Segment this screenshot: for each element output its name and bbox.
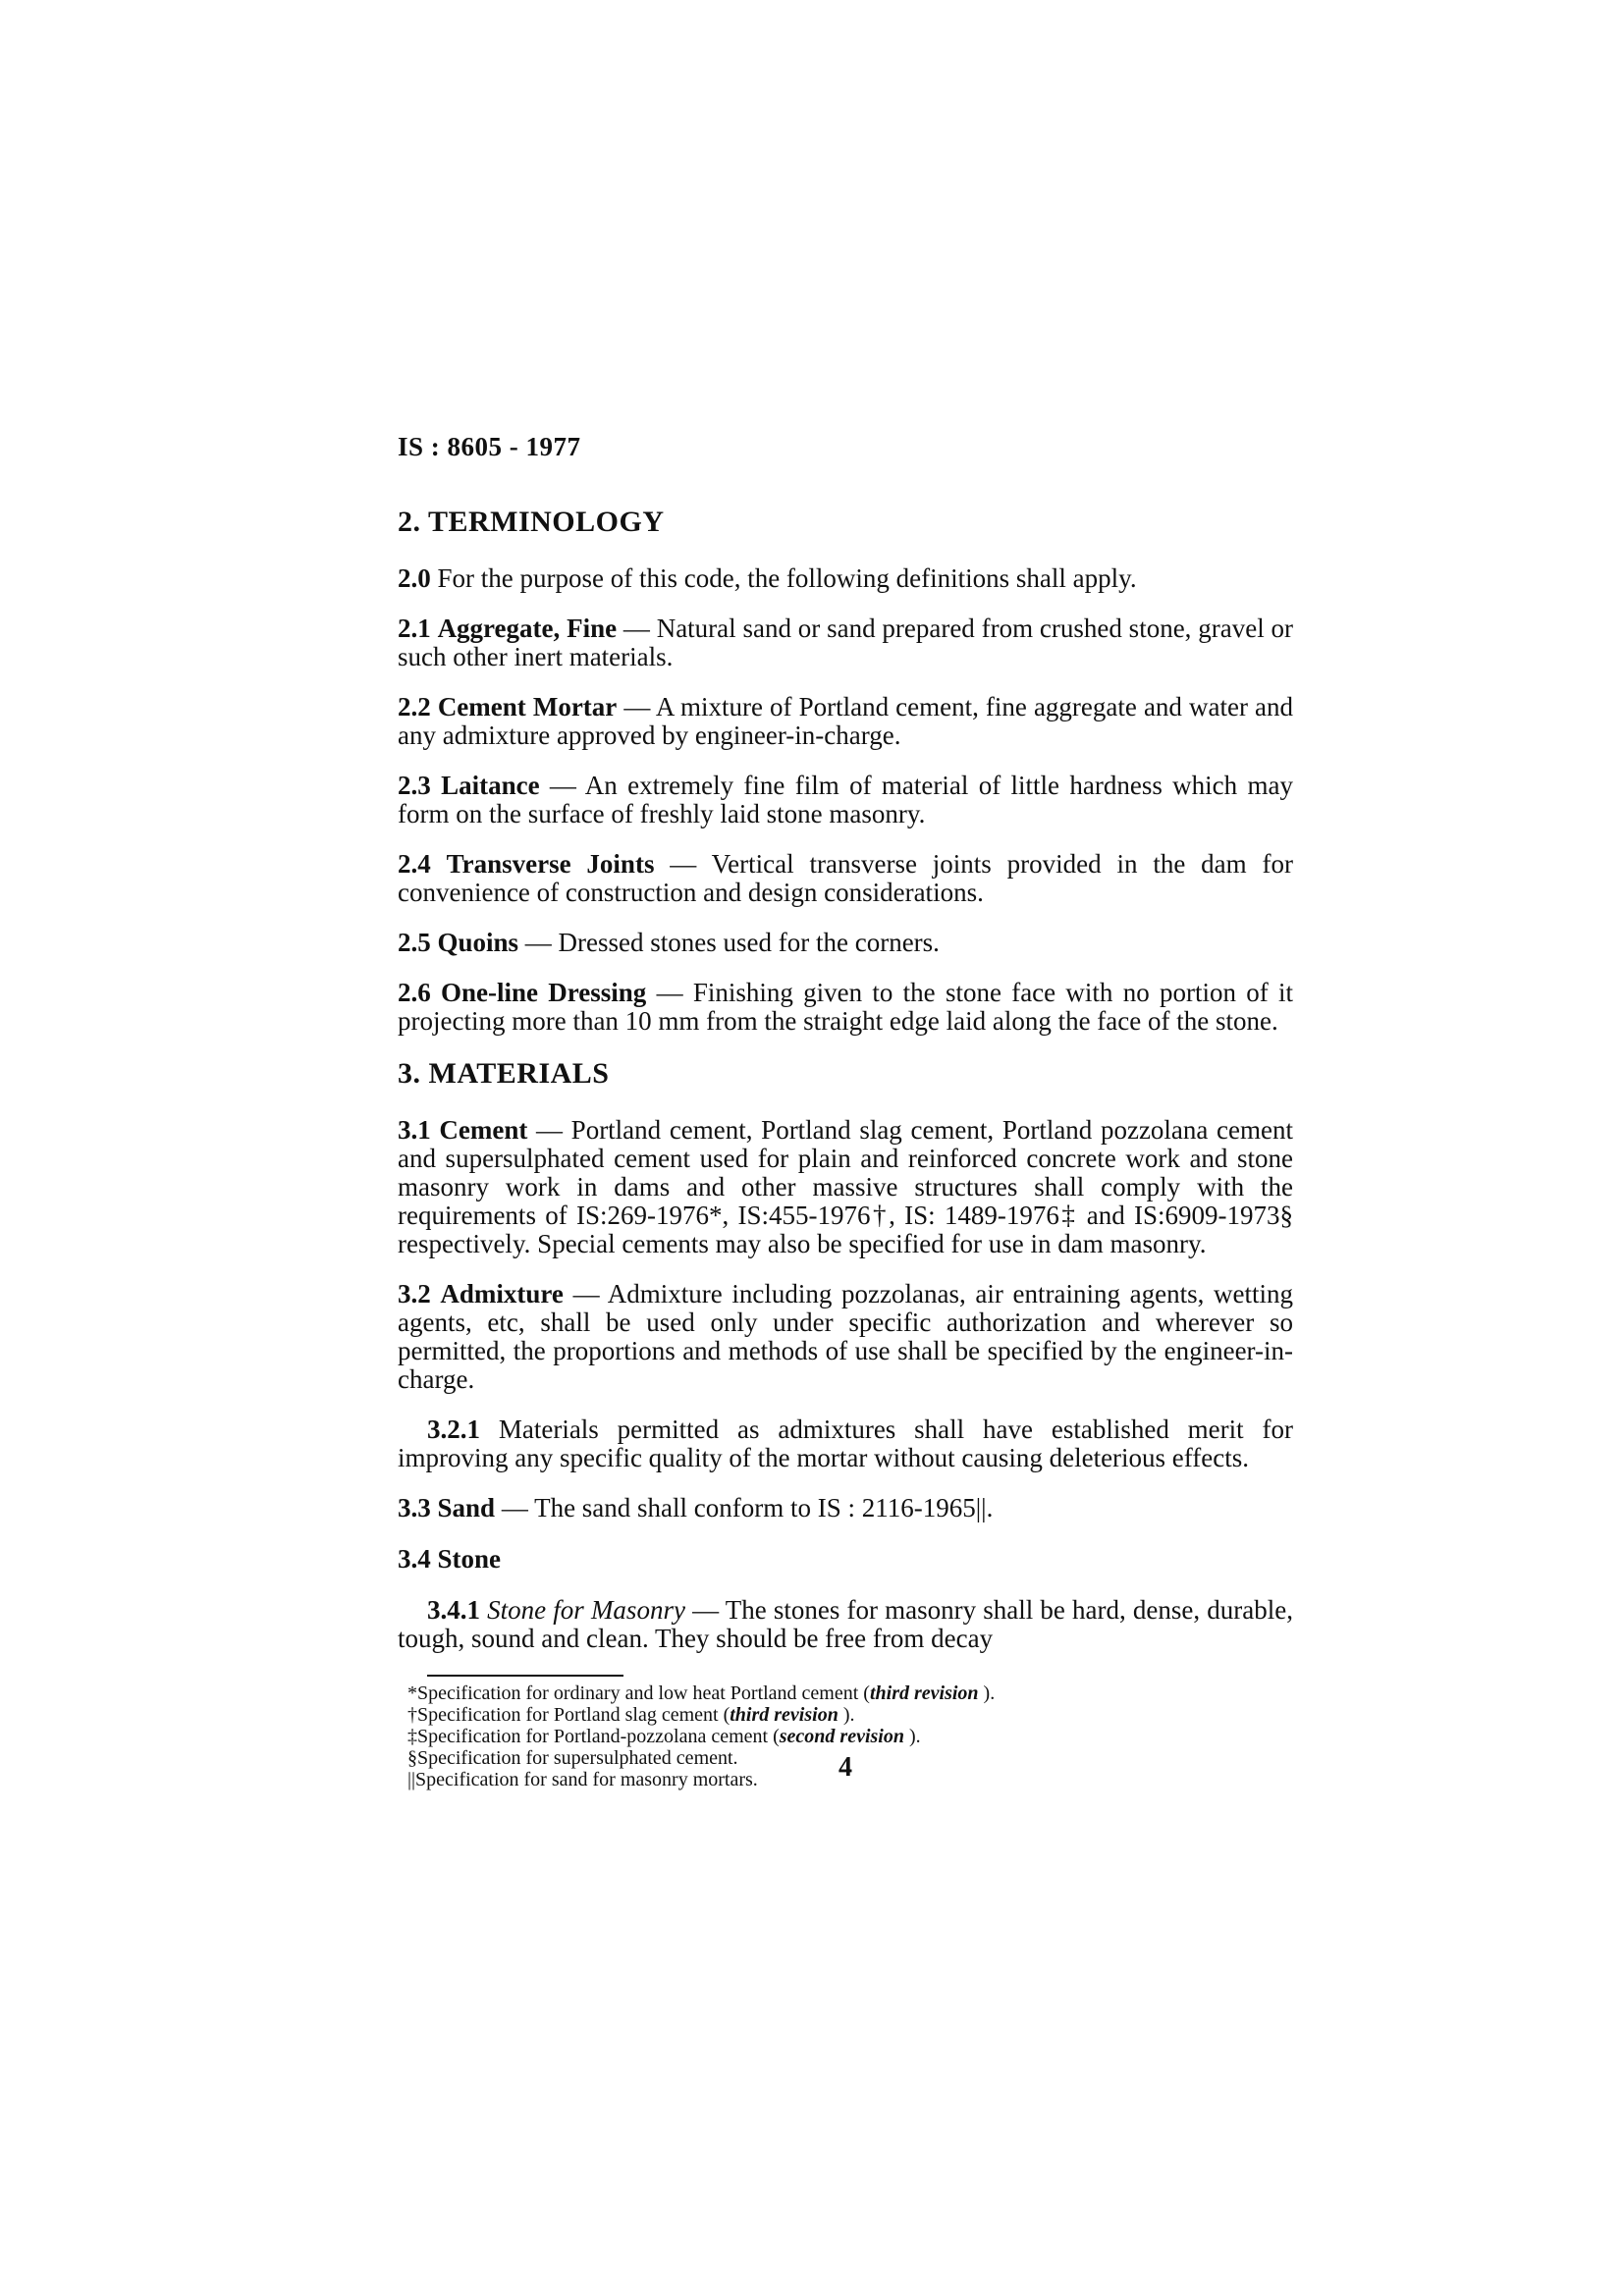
- clause-text: — Finishing given to the stone face with no portion of it projecting more than 10 mm from the straight edge laid along the face of the stone.: [398, 978, 1293, 1036]
- clause-number: 2.0: [398, 563, 431, 593]
- page-number: 4: [839, 1752, 852, 1783]
- clause-text: For the purpose of this code, the following definitions shall apply.: [437, 563, 1137, 593]
- footnote-text: †Specification for Portland slag cement (: [407, 1704, 730, 1726]
- clause-text: — Dressed stones used for the corners.: [518, 928, 940, 957]
- clause-term: Quoins: [437, 928, 519, 957]
- clause-text: — A mixture of Portland cement, fine aggregate and water and any admixture approved by engineer-in-charge.: [398, 692, 1293, 750]
- clause-number: 3.3: [398, 1493, 431, 1522]
- footnote-text: ‡Specification for Portland-pozzolana cement (: [407, 1726, 780, 1747]
- clause-number: 2.3: [398, 771, 431, 800]
- clause-text: Materials permitted as admixtures shall have established merit for improving any specific quality of the mortar without causing deleterious effects.: [398, 1415, 1293, 1472]
- footnote: [407, 1726, 1293, 1747]
- footnote-end: ).: [978, 1682, 996, 1704]
- footnote: [407, 1704, 1293, 1726]
- clause-2-5: [398, 929, 1293, 957]
- clause-number: 2.6: [398, 978, 431, 1007]
- clause-3-4-1: [398, 1596, 1293, 1653]
- footnote-text: *Specification for ordinary and low heat Portland cement (: [407, 1682, 870, 1704]
- clause-text: — Portland cement, Portland slag cement, Portland pozzolana cement and supersulphated cement used for plain and reinforced concrete work and stone masonry work in dams and other massive structures shall comply with the requirements of IS:269-1976*, IS:455-1976†, IS: 1489-1976‡ and IS:6909-1973§ respectively. Special cements may also be specified for use in dam masonry.: [398, 1115, 1294, 1258]
- clause-number: 3.4.1: [427, 1595, 480, 1625]
- footnote-divider: [427, 1675, 623, 1677]
- clause-text: — The sand shall conform to IS : 2116-1965||.: [495, 1493, 994, 1522]
- clause-number: 2.1: [398, 614, 431, 643]
- clause-term: One-line Dressing: [441, 978, 647, 1007]
- clause-2-4: [398, 850, 1293, 907]
- footnote-end: ).: [838, 1704, 855, 1726]
- section-heading-materials: 3. MATERIALS: [398, 1057, 610, 1090]
- clause-text: — Natural sand or sand prepared from crushed stone, gravel or such other inert materials.: [398, 614, 1294, 671]
- clause-text: — The stones for masonry shall be hard, dense, durable, tough, sound and clean. They should be free from decay: [398, 1595, 1294, 1653]
- clause-text: — Vertical transverse joints provided in the dam for convenience of construction and design considerations.: [398, 849, 1293, 907]
- footnote-revision: third revision: [730, 1704, 839, 1726]
- footnote-revision: second revision: [779, 1726, 904, 1747]
- clause-2-6: [398, 979, 1293, 1036]
- clause-3-1: [398, 1116, 1293, 1258]
- standard-code: IS : 8605 - 1977: [398, 432, 581, 461]
- clause-text: — An extremely fine film of material of little hardness which may form on the surface of freshly laid stone masonry.: [398, 771, 1293, 828]
- clause-term: Laitance: [441, 771, 540, 800]
- clause-number: 2.5: [398, 928, 431, 957]
- section-heading-terminology: 2. TERMINOLOGY: [398, 506, 665, 538]
- clause-2-1: [398, 614, 1293, 671]
- clause-number: 3.1: [398, 1115, 431, 1145]
- clause-term: Cement Mortar: [437, 692, 618, 721]
- subheading-stone: 3.4 Stone: [398, 1544, 502, 1574]
- footnote-revision: third revision: [869, 1682, 979, 1704]
- clause-term: Aggregate, Fine: [437, 614, 618, 643]
- document-page: [398, 432, 1293, 1790]
- clause-number: 3.2.1: [427, 1415, 480, 1444]
- footnote: [407, 1682, 1293, 1704]
- clause-term: Admixture: [440, 1279, 564, 1308]
- clause-text: — Admixture including pozzolanas, air entraining agents, wetting agents, etc, shall be used only under specific authorization and wherever so permitted, the proportions and methods of use shall be specified by the engineer-in-charge.: [398, 1279, 1294, 1394]
- clause-term: Sand: [437, 1493, 496, 1522]
- clause-3-3: [398, 1494, 1293, 1522]
- clause-number: 2.4: [398, 849, 431, 879]
- clause-3-2-1: [398, 1415, 1293, 1472]
- clause-term: Stone for Masonry: [487, 1595, 685, 1625]
- clause-2-0: [398, 564, 1293, 593]
- footnote-end: ).: [903, 1726, 921, 1747]
- clause-term: Transverse Joints: [446, 849, 655, 879]
- footnote-text: ||Specification for sand for masonry mortars.: [407, 1769, 758, 1790]
- clause-number: 2.2: [398, 692, 431, 721]
- clause-2-3: [398, 772, 1293, 828]
- clause-3-2: [398, 1280, 1293, 1394]
- clause-2-2: [398, 693, 1293, 750]
- footnote-text: §Specification for supersulphated cement.: [407, 1747, 738, 1769]
- clause-number: 3.2: [398, 1279, 431, 1308]
- clause-term: Cement: [439, 1115, 528, 1145]
